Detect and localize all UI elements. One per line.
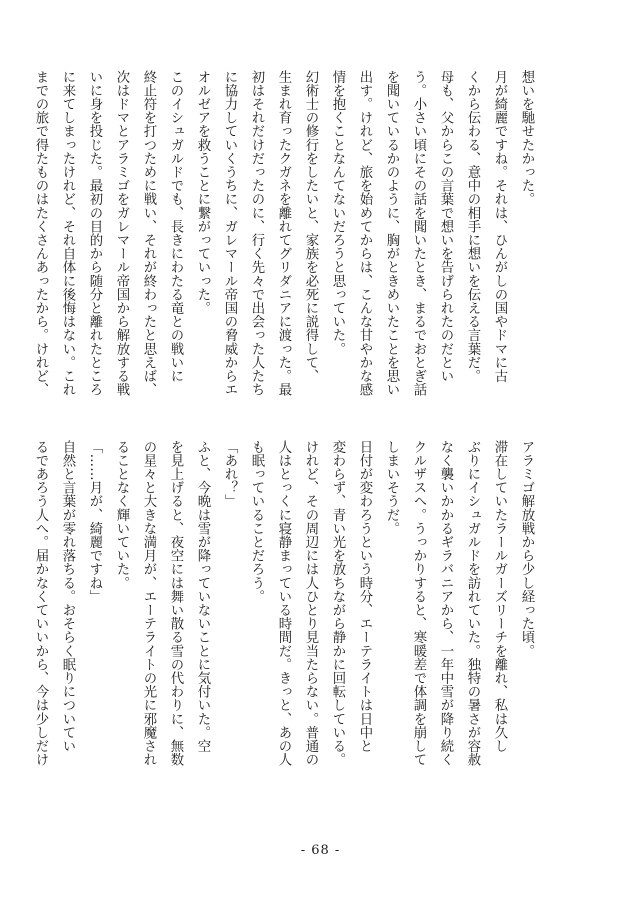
text-line: 出す。けれど、旅を始めてからは、こんな甘やかな感 bbox=[357, 70, 372, 397]
text-line: 母も、父からこの言葉で想いを告げられたのだとい bbox=[438, 70, 453, 383]
text-line: クルザスへ。うっかりすると、寒暖差で体調を崩して bbox=[411, 440, 426, 767]
text-line: 終止符を打つために戦い、それが終わったと思えば、 bbox=[141, 70, 156, 397]
text-line: オルゼアを救うことに繋がっていった。 bbox=[195, 70, 210, 315]
text-line: くから伝わる、意中の相手に想いを伝える言葉だ。 bbox=[465, 70, 480, 383]
text-line: 滞在していたラールガーズリーチを離れ、私は久し bbox=[492, 440, 507, 753]
text-line: の星々と大きな満月が、エーテライトの光に邪魔され bbox=[141, 440, 156, 767]
text-line: 月が綺麗ですね。それは、ひんがしの国やドマに古 bbox=[492, 70, 507, 383]
text-line: に来てしまったけれど、それ自体に後悔はない。これ bbox=[60, 70, 75, 397]
text-line: を聞いているかのように、胸がときめいたことを思い bbox=[384, 70, 399, 397]
text-line: までの旅で得たものはたくさんあったから。けれど、 bbox=[33, 70, 48, 397]
text-line: を見上げると、夜空には舞い散る雪の代わりに、無数 bbox=[168, 440, 183, 767]
text-line: に協力していくうちに、ガレマール帝国の脅威からエ bbox=[222, 70, 237, 397]
text-line: なく襲いかかるギラバニアから、一年中雪が降り続く bbox=[438, 440, 453, 767]
text-line: う。小さい頃にその話を聞いたとき、まるでおとぎ話 bbox=[411, 70, 426, 397]
text-line: 「……月が、綺麗ですね」 bbox=[87, 440, 102, 604]
text-line: ることなく輝いていた。 bbox=[114, 440, 129, 590]
text-line: るであろう人へ。届かなくていいから、今は少しだけ bbox=[33, 440, 48, 767]
text-line: 初はそれだけだったのに、行く先々で出会った人たち bbox=[249, 70, 264, 397]
text-line: このイシュガルドでも、長きにわたる竜との戦いに bbox=[168, 70, 183, 383]
page-number: - 68 - bbox=[300, 843, 341, 858]
text-line: しまいそうだ。 bbox=[384, 440, 399, 536]
text-line: 次はドマとアラミゴをガレマール帝国から解放する戦 bbox=[114, 70, 129, 397]
text-line: いに身を投じた。最初の目的から随分と離れたところ bbox=[87, 70, 102, 397]
text-line: 人はとっくに寝静まっている時間だ。きっと、あの人 bbox=[276, 440, 291, 767]
text-line: 日付が変わろうという時分、エーテライトは日中と bbox=[357, 440, 372, 753]
text-line: ふと、今晩は雪が降っていないことに気付いた。空 bbox=[195, 440, 210, 753]
text-block-bottom bbox=[33, 440, 540, 767]
text-line: 自然と言葉が零れ落ちる。おそらく眠りについてい bbox=[60, 440, 75, 753]
text-line: 変わらず、青い光を放ちながら静かに回転している。 bbox=[330, 440, 345, 767]
text-line: 情を抱くことなんてないだろうと思っていた。 bbox=[330, 70, 345, 356]
text-line: 「あれ？」 bbox=[222, 440, 237, 508]
text-line: も眠っていることだろう。 bbox=[249, 440, 264, 604]
text-line: ぶりにイシュガルドを訪れていた。独特の暑さが容赦 bbox=[465, 440, 480, 767]
text-line: 幻術士の修行をしたいと、家族を必死に説得して、 bbox=[303, 70, 318, 383]
text-line: 生まれ育ったクガネを離れてグリダニアに渡った。最 bbox=[276, 70, 291, 397]
text-line: けれど、その周辺には人ひとり見当たらない。普通の bbox=[303, 440, 318, 767]
text-line: 想いを馳せたかった。 bbox=[519, 70, 534, 206]
text-line: アラミゴ解放戦から少し経った頃。 bbox=[519, 440, 534, 658]
text-block-top bbox=[33, 70, 540, 397]
